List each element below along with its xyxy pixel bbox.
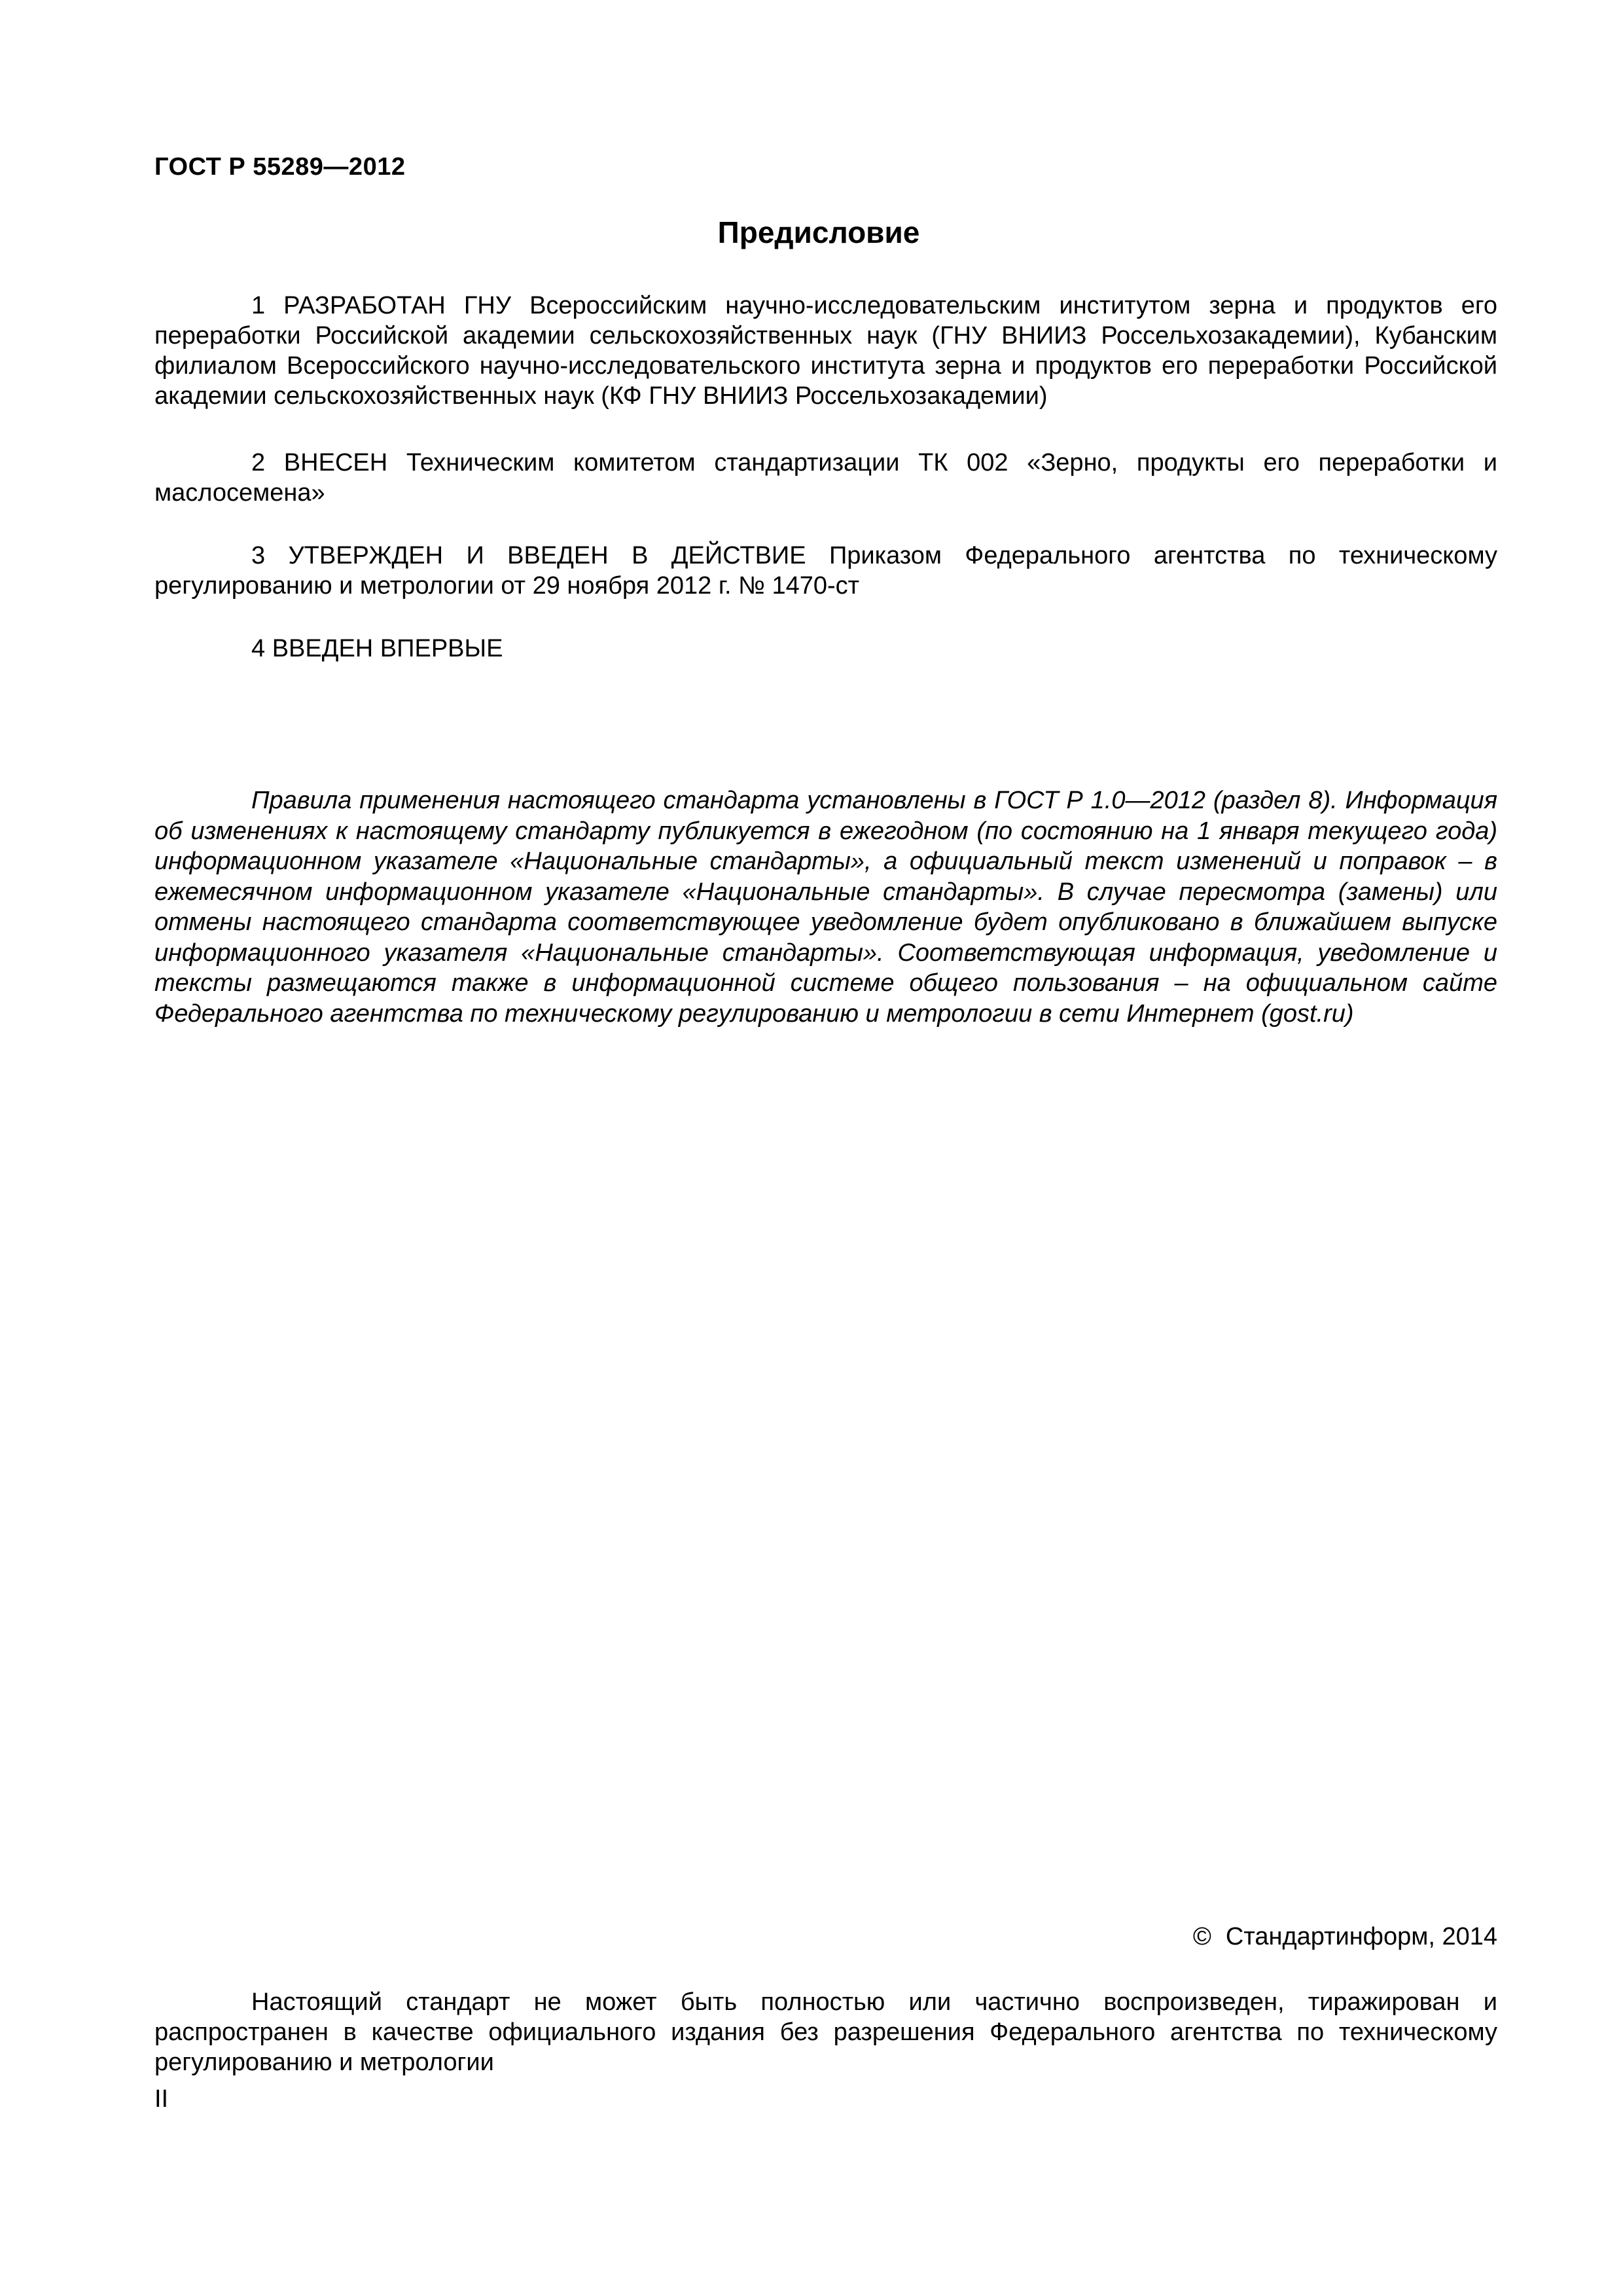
foreword-item-submitted: 2 ВНЕСЕН Техническим комитетом стандартизации ТК 002 «Зерно, продукты его переработки и маслосемена» <box>154 449 1497 507</box>
copyright-text: Стандартинформ, 2014 <box>1225 1923 1497 1950</box>
page-title: Предисловие <box>717 215 920 249</box>
page-number: II <box>154 2085 169 2113</box>
rules-note: Правила применения настоящего стандарта установлены в ГОСТ Р 1.0—2012 (раздел 8). Информация об изменениях к настоящему стандарту публикуется в ежегодном (по состоянию на 1 января текущего года) информационном указателе «Национальные стандарты», а официальный текст изменений и поправок – в ежемесячном информационном указателе «Национальные стандарты». В случае пересмотра (замены) или отмены настоящего стандарта соответствующее уведомление будет опубликовано в ближайшем выпуске информационного указателя «Национальные стандарты». Соответствующая информация, уведомление и тексты размещаются также в информационной системе общего пользования – на официальном сайте Федерального агентства по техническому регулированию и метрологии в сети Интернет (gost.ru) <box>154 787 1497 1028</box>
reproduction-notice: Настоящий стандарт не может быть полностью или частично воспроизведен, тиражирован и распространен в качестве официального издания без разрешения Федерального агентства по техническому регулированию и метрологии <box>154 1988 1497 2076</box>
copyright-symbol: © <box>1192 1923 1211 1950</box>
document-code: ГОСТ Р 55289—2012 <box>154 153 406 181</box>
foreword-item-introduced: 4 ВВЕДЕН ВПЕРВЫЕ <box>251 635 503 662</box>
foreword-item-approved: 3 УТВЕРЖДЕН И ВВЕДЕН В ДЕЙСТВИЕ Приказом Федерального агентства по техническому регулированию и метрологии от 29 ноября 2012 г. № 1470-ст <box>154 542 1497 600</box>
foreword-item-developed: 1 РАЗРАБОТАН ГНУ Всероссийским научно-исследовательским институтом зерна и продуктов его переработки Российской академии сельскохозяйственных наук (ГНУ ВНИИЗ Россельхозакадемии), Кубанским филиалом Всероссийского научно-исследовательского института зерна и продуктов его переработки Российской академии сельскохозяйственных наук (КФ ГНУ ВНИИЗ Россельхозакадемии) <box>154 292 1497 410</box>
copyright-line <box>1193 1922 1497 1952</box>
